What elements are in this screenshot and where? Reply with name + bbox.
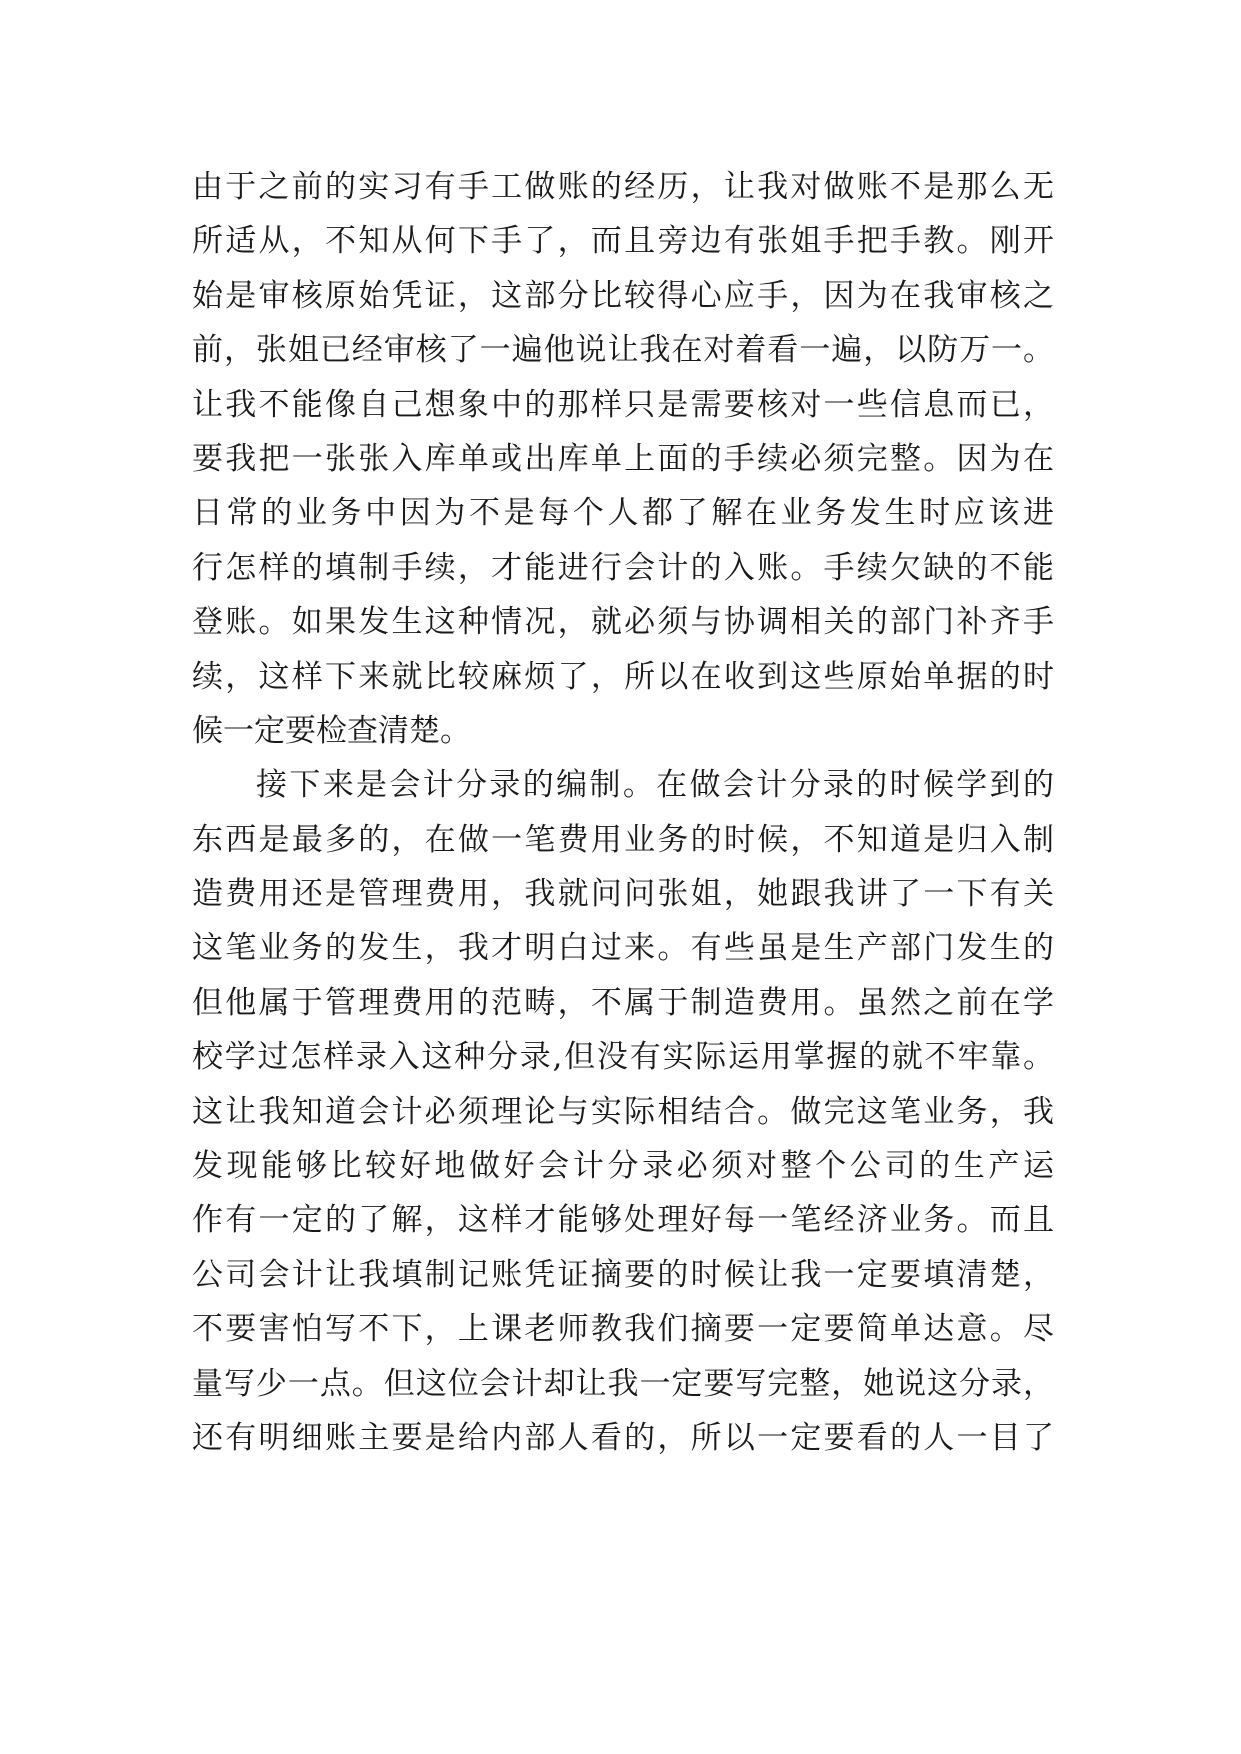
text-line: 造费用还是管理费用，我就问问张姐，她跟我讲了一下有关 <box>192 876 1054 913</box>
text-line: 公司会计让我填制记账凭证摘要的时候让我一定要填清楚， <box>192 1256 1054 1293</box>
text-line: 前，张姐已经审核了一遍他说让我在对着看一遍，以防万一。 <box>192 332 1054 369</box>
text-line: 日常的业务中因为不是每个人都了解在业务发生时应该进 <box>192 495 1054 532</box>
body-text <box>192 160 1054 1465</box>
text-line: 但他属于管理费用的范畴，不属于制造费用。虽然之前在学 <box>192 984 1054 1021</box>
text-line: 续，这样下来就比较麻烦了，所以在收到这些原始单据的时 <box>192 658 1054 695</box>
text-line: 候一定要检查清楚。 <box>192 712 471 749</box>
text-line: 由于之前的实习有手工做账的经历，让我对做账不是那么无 <box>192 169 1054 205</box>
text-line: 要我把一张张入库单或出库单上面的手续必须完整。因为在 <box>192 440 1054 477</box>
text-line: 所适从，不知从何下手了，而且旁边有张姐手把手教。刚开 <box>192 223 1054 260</box>
text-line: 作有一定的了解，这样才能够处理好每一笔经济业务。而且 <box>192 1202 1054 1239</box>
paragraph-first-line: 接下来是会计分录的编制。在做会计分录的时候学到的 <box>256 767 1054 804</box>
text-line: 这让我知道会计必须理论与实际相结合。做完这笔业务，我 <box>192 1093 1054 1130</box>
text-line: 量写少一点。但这位会计却让我一定要写完整，她说这分录， <box>192 1365 1054 1402</box>
text-line: 校学过怎样录入这种分录,但没有实际运用掌握的就不牢靠。 <box>192 1039 1054 1076</box>
text-line: 行怎样的填制手续，才能进行会计的入账。手续欠缺的不能 <box>192 549 1054 586</box>
text-line: 这笔业务的发生，我才明白过来。有些虽是生产部门发生的 <box>192 930 1054 967</box>
text-line: 发现能够比较好地做好会计分录必须对整个公司的生产运 <box>192 1148 1054 1185</box>
text-line: 始是审核原始凭证，这部分比较得心应手，因为在我审核之 <box>192 277 1054 314</box>
text-line: 让我不能像自己想象中的那样只是需要核对一些信息而已， <box>192 386 1054 423</box>
text-line: 还有明细账主要是给内部人看的，所以一定要看的人一目了 <box>192 1419 1054 1456</box>
text-line: 东西是最多的，在做一笔费用业务的时候，不知道是归入制 <box>192 821 1054 858</box>
text-line: 登账。如果发生这种情况，就必须与协调相关的部门补齐手 <box>192 604 1054 641</box>
text-line: 不要害怕写不下，上课老师教我们摘要一定要简单达意。尽 <box>192 1311 1054 1348</box>
